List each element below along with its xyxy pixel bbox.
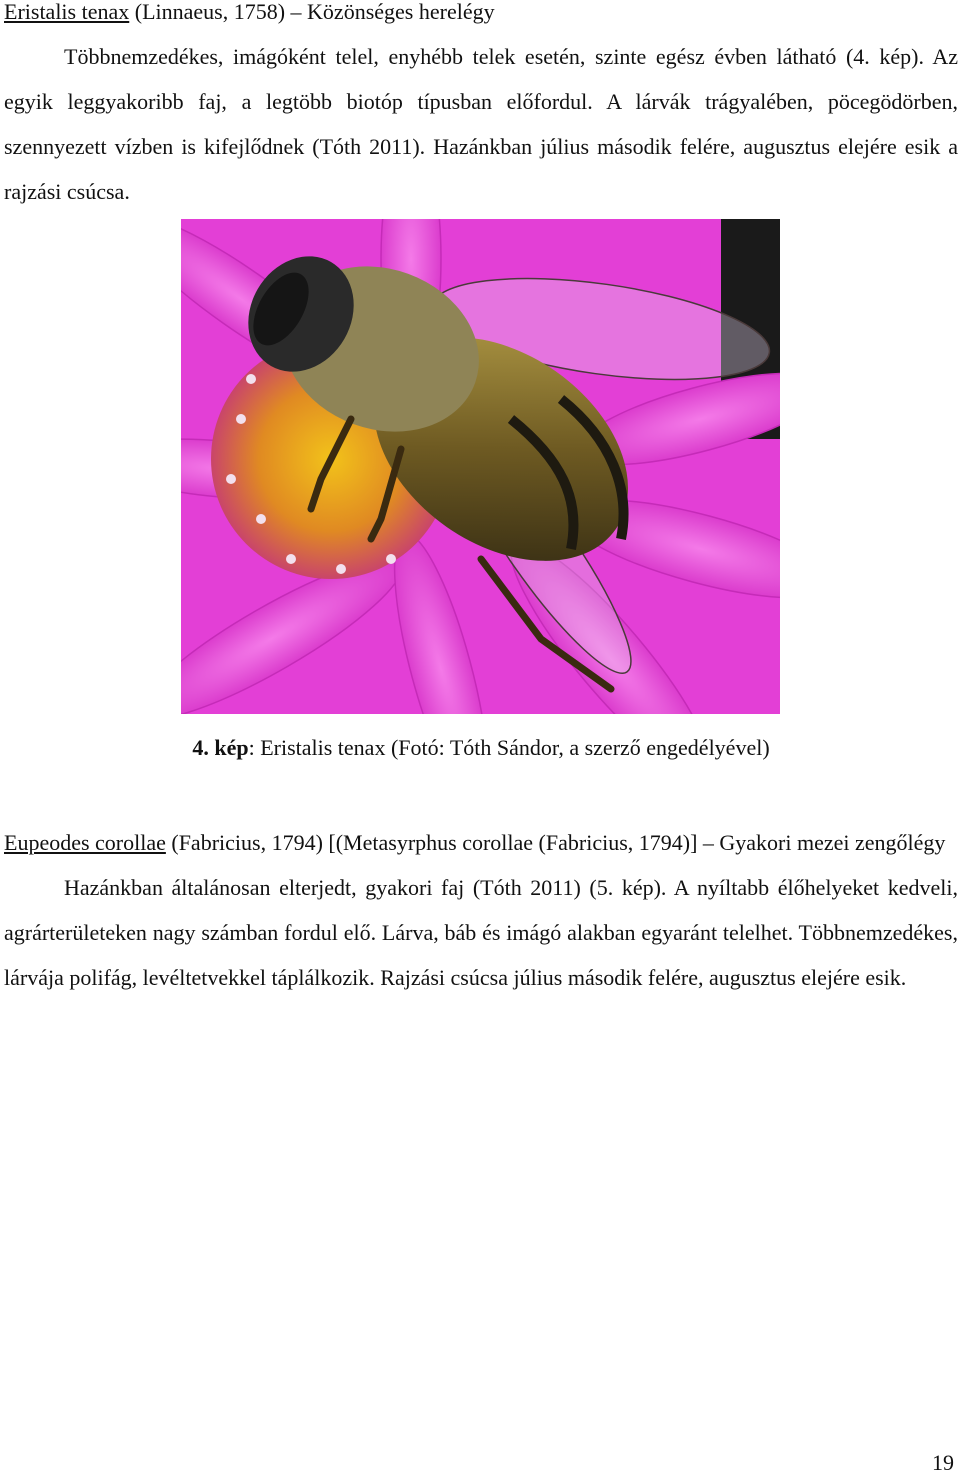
species-name-link: Eupeodes corollae xyxy=(4,830,166,855)
section-eristalis-tenax xyxy=(4,0,958,214)
species-heading xyxy=(4,820,958,865)
photo-eristalis-tenax xyxy=(181,219,780,714)
figure-caption xyxy=(4,733,958,763)
page-number: 19 xyxy=(932,1450,954,1475)
section-eupeodes-corollae xyxy=(4,820,958,1000)
species-description: Többnemzedékes, imágóként telel, enyhébb telek esetén, szinte egész évben látható (4. kép). Az egyik leggyakoribb faj, a legtöbb biotóp típusban előfordul. A lárvák trágyalében, pöcegödörben, szennyezett vízben is kifejlődnek (Tóth 2011). Hazánkban július második felére, augusztus elejére esik a rajzási csúcsa. xyxy=(4,44,958,204)
hoverfly-on-flower-image xyxy=(181,219,780,714)
figure-label: 4. kép xyxy=(192,735,249,760)
figure-caption-text: : Eristalis tenax (Fotó: Tóth Sándor, a szerző engedélyével) xyxy=(248,735,770,760)
species-name-link: Eristalis tenax xyxy=(4,0,130,24)
species-description: Hazánkban általánosan elterjedt, gyakori faj (Tóth 2011) (5. kép). A nyíltabb élőhelyeket kedveli, agrárterületeken nagy számban fordul elő. Lárva, báb és imágó alakban egyaránt telelhet. Többnemzedékes, lárvája polifág, levéltetvekkel táplálkozik. Rajzási csúcsa július második felére, augusztus elejére esik. xyxy=(4,875,958,990)
species-heading-rest: (Linnaeus, 1758) – Közönséges herelégy xyxy=(129,0,495,24)
species-heading-rest: (Fabricius, 1794) [(Metasyrphus corollae (Fabricius, 1794)] – Gyakori mezei zengőlégy xyxy=(165,830,946,855)
species-heading xyxy=(4,0,958,27)
